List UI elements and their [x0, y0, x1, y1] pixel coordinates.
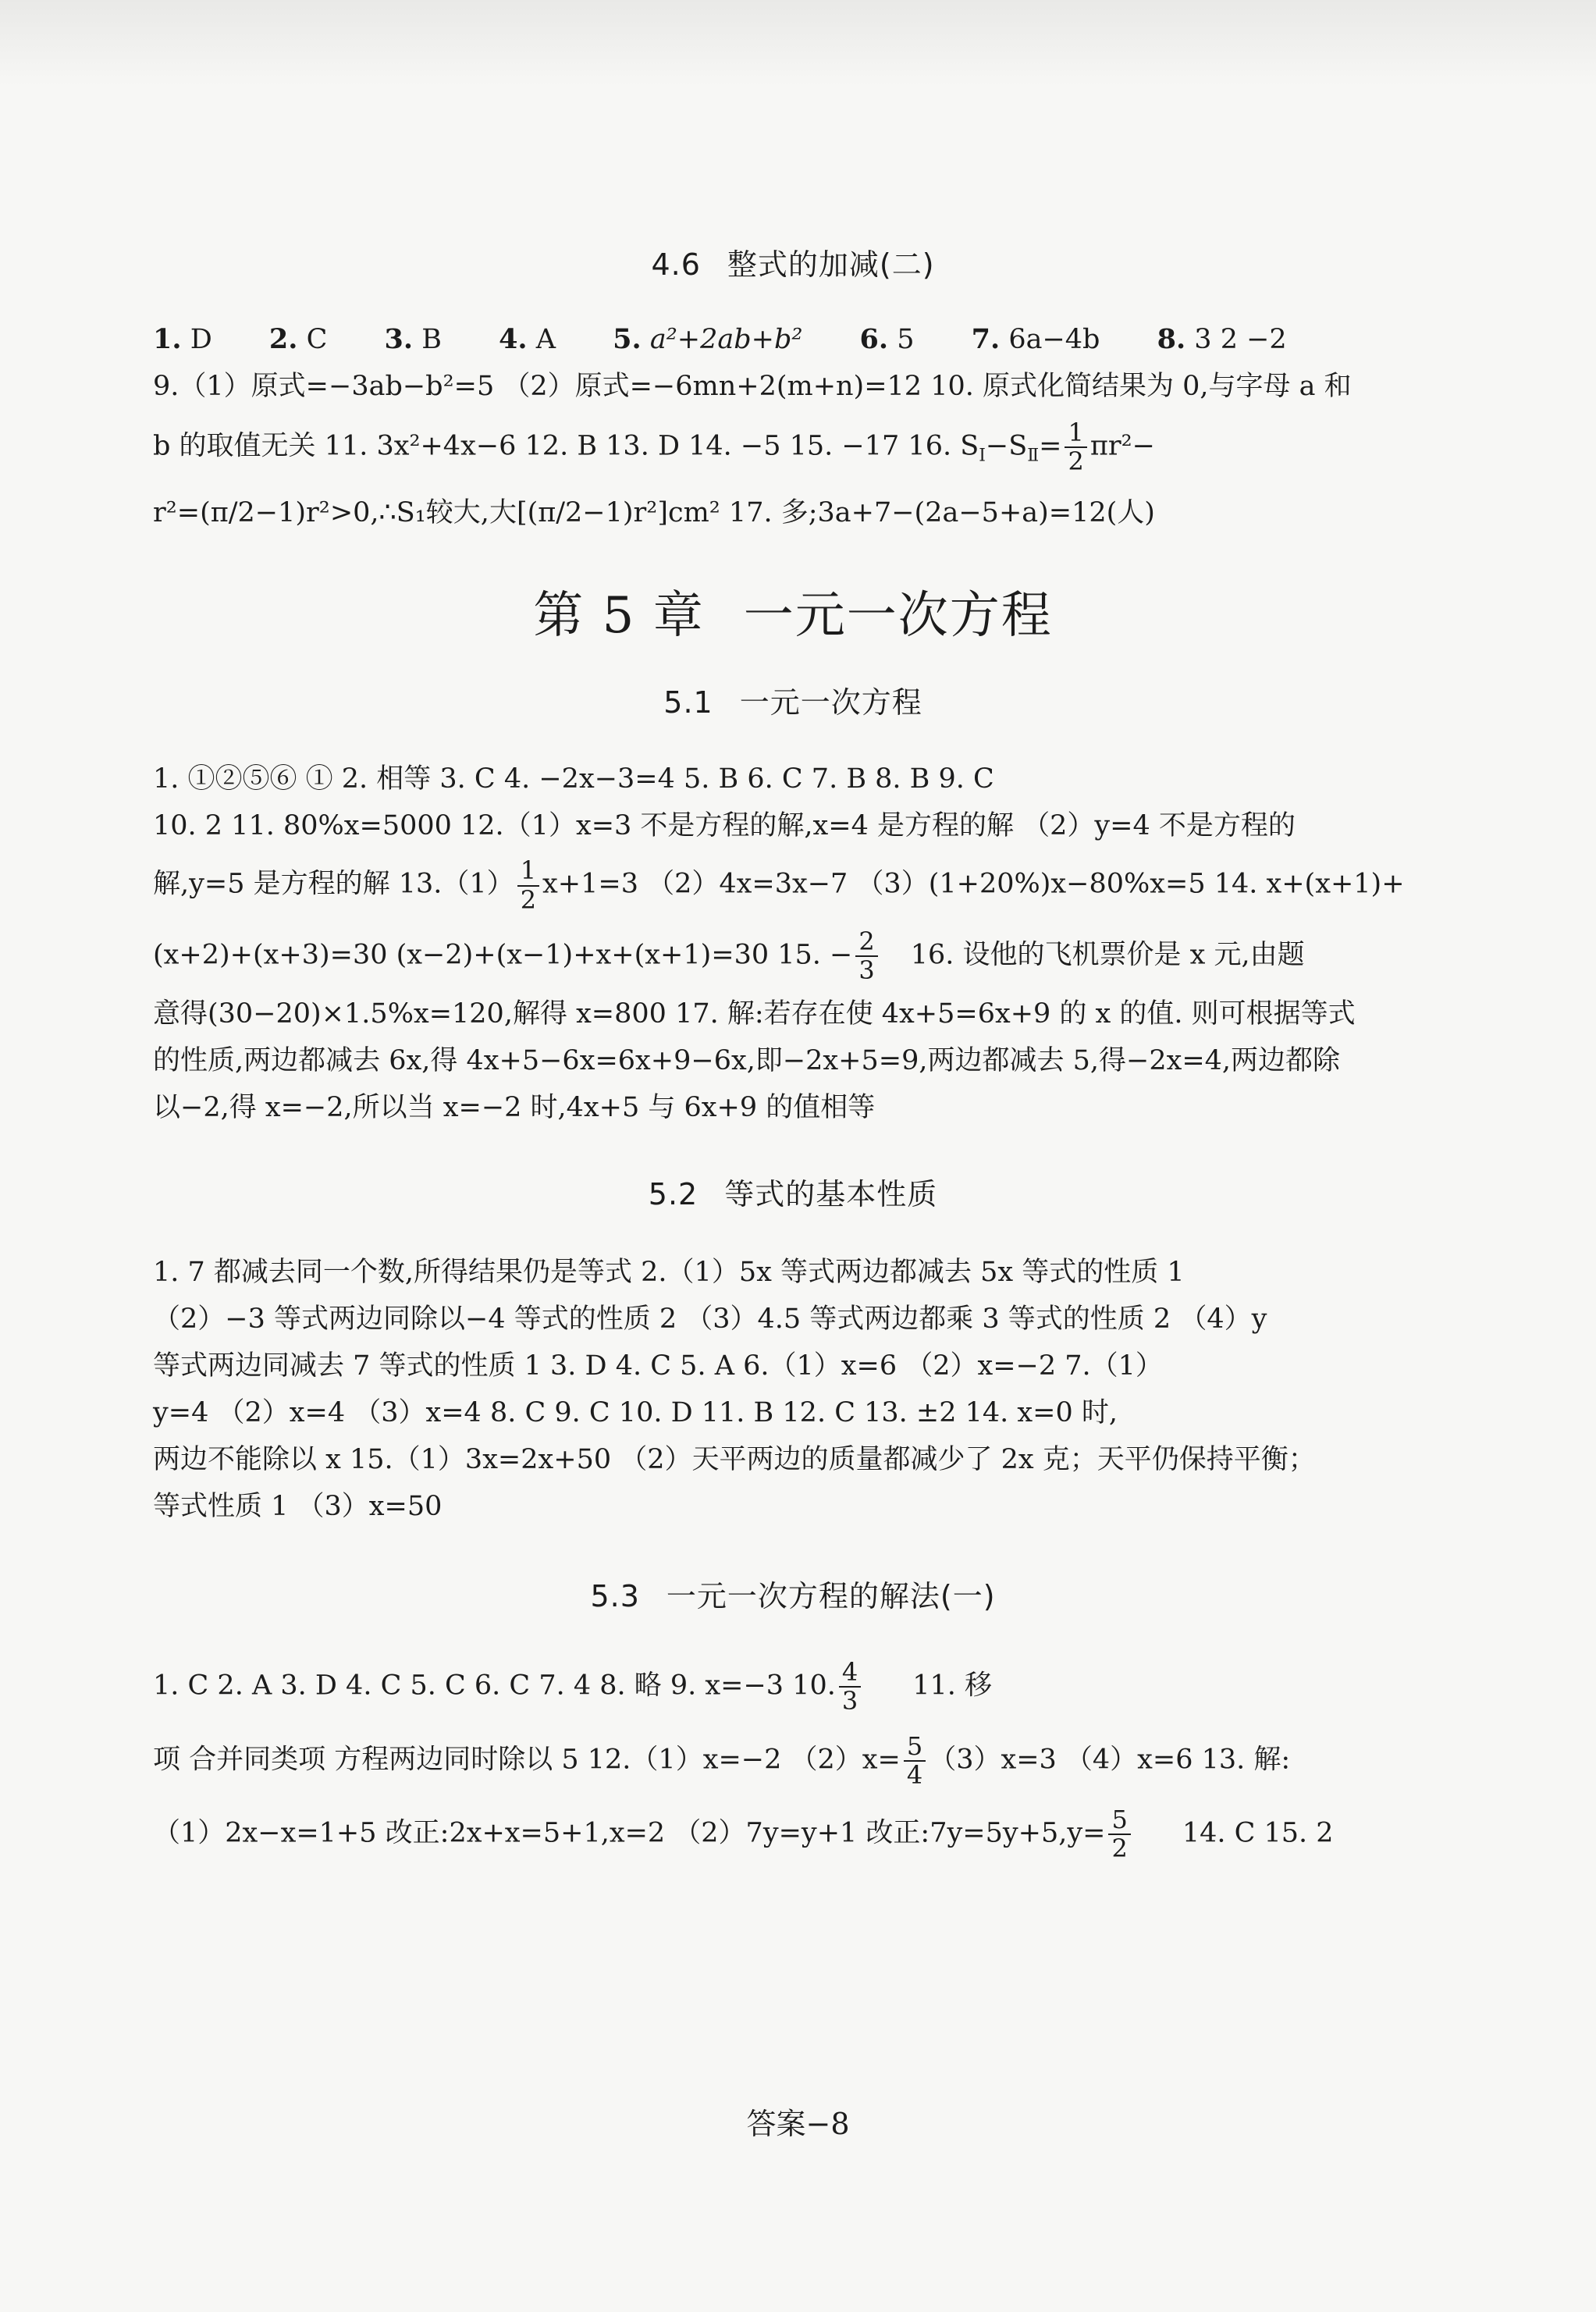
answer-line: 9.（1）原式=−3ab−b²=5 （2）原式=−6mn+2(m+n)=12 10. 原式化简结果为 0,与字母 a 和	[153, 371, 1352, 402]
answer-line: 项 合并同类项 方程两边同时除以 5 12.（1）x=−2 （2）x= $\frac{5}{4}$ （3）x=3 （4）x=6 13. 解:	[153, 1730, 1291, 1790]
answer-line: b 的取值无关 11. 3x²+4x−6 12. B 13. D 14. −5 15. −17 16. $S_Ⅰ-S_Ⅱ=$ $\frac{1}{2}$ πr²−	[153, 418, 1155, 477]
section-4-6-answers	[153, 316, 1433, 536]
answer-line: 1. 7 都减去同一个数,所得结果仍是等式 2.（1）5x 等式两边都减去 5x 等式的性质 1	[153, 1257, 1185, 1289]
answer-line: 意得(30−20)×1.5%x=120,解得 x=800 17. 解:若存在使 4x+5=6x+9 的 x 的值. 则可根据等式	[153, 998, 1356, 1030]
answer-line: 1. ①②⑤⑥ ① 2. 相等 3. C 4. −2x−3=4 5. B 6. C 7. B 8. B 9. C	[153, 763, 994, 795]
answer-line: （2）−3 等式两边同除以−4 等式的性质 2 （3）4.5 等式两边都乘 3 等式的性质 2 （4）y	[153, 1304, 1267, 1336]
answer-line: 10. 2 11. 80%x=5000 12.（1）x=3 不是方程的解,x=4 是方程的解 （2）y=4 不是方程的	[153, 810, 1296, 842]
section-5-1-title: 5.1 一元一次方程	[663, 685, 922, 720]
fraction: $\frac{5}{4}$	[904, 1733, 926, 1789]
section-5-3-answers	[153, 1659, 1433, 1862]
answer-line: 等式性质 1 （3）x=50	[153, 1491, 443, 1523]
answer-line: 解,y=5 是方程的解 13.（1） $\frac{1}{2}$ x+1=3 （2）4x=3x−7 （3）(1+20%)x−80%x=5 14. x+(x+1)+	[153, 855, 1405, 915]
section-5-2-title: 5.2 等式的基本性质	[648, 1177, 938, 1212]
answer-line: 等式两边同减去 7 等式的性质 1 3. D 4. C 5. A 6.（1）x=6 （2）x=−2 7.（1）	[153, 1350, 1163, 1382]
answer-line: r²=(π/2−1)r²>0,∴S₁较大,大[(π/2−1)r²]cm² 17. 多;3a+7−(2a−5+a)=12(人)	[153, 497, 1155, 529]
section-4-6-title: 4.6 整式的加减(二)	[651, 247, 935, 282]
answer-line: 1. C 2. A 3. D 4. C 5. C 6. C 7. 4 8. 略 9. x=−3 10. $\frac{4}{3}$ 11. 移	[153, 1657, 993, 1716]
fraction: $\frac{2}{3}$	[855, 928, 877, 984]
answer-line: y=4 （2）x=4 （3）x=4 8. C 9. C 10. D 11. B 12. C 13. ±2 14. x=0 时,	[153, 1397, 1118, 1429]
fraction: $\frac{5}{2}$	[1108, 1806, 1130, 1862]
answer-line: 两边不能除以 x 15.（1）3x=2x+50 （2）天平两边的质量都减少了 2x 克；天平仍保持平衡；	[153, 1444, 1316, 1476]
section-5-1-answers	[153, 756, 1433, 1131]
scan-top-band	[0, 0, 1596, 86]
answer-line: 以−2,得 x=−2,所以当 x=−2 时,4x+5 与 6x+9 的值相等	[153, 1092, 876, 1124]
answer-line: 1. D 2. C 3. B 4. A 5. a²+2ab+b² 6. 5 7. 6a−4b 8. 3 2 −2	[153, 323, 1287, 355]
fraction: $\frac{4}{3}$	[839, 1659, 861, 1715]
answer-line: （1）2x−x=1+5 改正:2x+x=5+1,x=2 （2）7y=y+1 改正:7y=5y+5,y= $\frac{5}{2}$ 14. C 15. 2	[153, 1804, 1334, 1864]
section-5-3-title: 5.3 一元一次方程的解法(一)	[590, 1579, 996, 1614]
fraction: $\frac{1}{2}$	[1065, 419, 1086, 475]
fraction: $\frac{1}{2}$	[517, 857, 539, 913]
answer-line: (x+2)+(x+3)=30 (x−2)+(x−1)+x+(x+1)=30 15. − $\frac{2}{3}$ 16. 设他的飞机票价是 x 元,由题	[153, 926, 1305, 985]
answer-line: 的性质,两边都减去 6x,得 4x+5−6x=6x+9−6x,即−2x+5=9,两边都减去 5,得−2x=4,两边都除	[153, 1045, 1341, 1077]
chapter-title: 第 5 章 一元一次方程	[533, 587, 1053, 646]
answer-page	[153, 234, 1433, 1862]
page-number: 答案−8	[746, 2107, 850, 2141]
section-5-2-answers	[153, 1249, 1433, 1530]
